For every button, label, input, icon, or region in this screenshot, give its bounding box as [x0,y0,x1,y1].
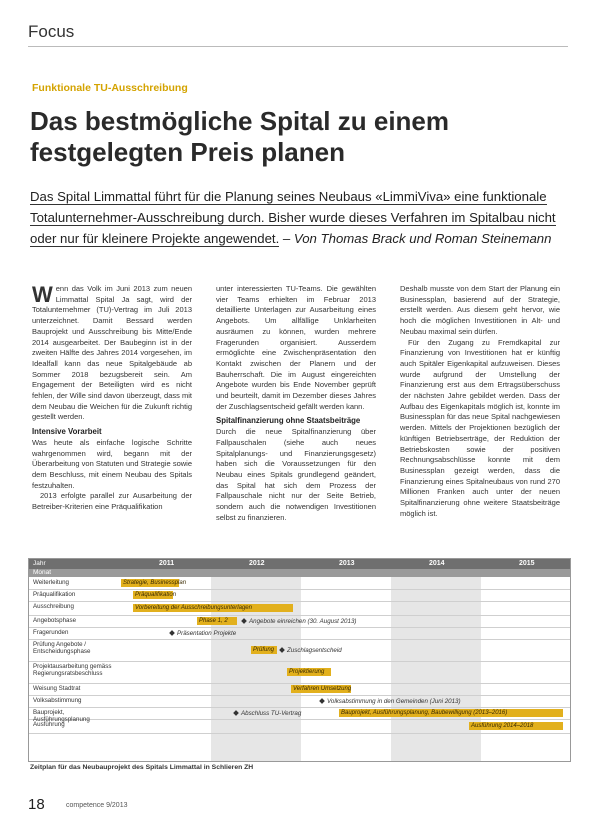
gantt-bar: Strategie, Businessplan [123,580,187,586]
gantt-year-2015: 2015 [519,560,535,567]
gantt-year-2012: 2012 [249,560,265,567]
milestone-diamond-icon [319,698,325,704]
subheading-1: Intensive Vorarbeit [32,427,102,437]
gantt-row [29,601,570,616]
col2-p1: unter interessierten TU-Teams. Die gewählten vier Teams erhielten im Februar 2013 detaillierte Unterlagen zur Ausarbeitung eines Angebots. Um allfällige Unklarheiten ausräumen zu können, wurden mehrere Fragerunden organisiert. Ausserdem ermöglichte eine Zwischenpräsentation den Kontakt zwischen der Planern und der Bauherrschaft. Die im August eingereichten Angebote wurden bis Ende November geprüft und beurteilt, damit im Dezember dieses Jahres der Zuschlagsentscheid gefällt werden kann. [216,284,376,411]
gantt-bar: Verfahren Umsetzung [293,686,352,692]
gantt-corner-month: Monat [33,569,52,576]
gantt-month-header [29,569,570,577]
journal-name: competence 9/2013 [66,802,128,809]
gantt-row [29,639,570,662]
col2-p2: Durch die neue Spitalfinanzierung über Fallpauschalen (siehe auch neues Spitalplanungs- und Finanzierungsgesetz) haben sich die Voraussetzungen für den Neubau eines Spitals grundlegend geändert, das Spital hat sich dem Prozess der Fallpauschale nicht nur der Seite Betrieb, sondern auch die notwendigen Investitionen selbst zu finanzieren. [216,427,376,522]
body-column-1 [32,284,192,513]
lead-paragraph [30,186,570,249]
gantt-corner-year: Jahr [33,560,46,567]
lead-text: Das Spital Limmattal führt für die Planung seines Neubaus «LimmiViva» eine funktionale Totalunternehmer-Ausschreibung durch. Bisher wurde dieses Verfahren im Spitalbau nicht oder nur für kleinere Projekte angewendet. [30,189,556,246]
figure-caption: Zeitplan für das Neubauprojekt des Spitals Limmattal in Schlieren ZH [30,764,254,771]
col1-p2: Was heute als einfache logische Schritte wahrgenommen wird, begann mit der Überarbeitung von Statuten und Strategie sowie dem Beschluss, mit einem Neubau des Spitals festzuhalten. [32,437,192,490]
col1-p3: 2013 erfolgte parallel zur Ausarbeitung der Betreiber-Kriterien eine Präqualifikation [32,491,192,512]
gantt-row-label: Prüfung Angebote / Entscheidungsphase [33,641,91,655]
milestone-diamond-icon [241,618,247,624]
gantt-bar: Prüfung [251,646,277,654]
gantt-milestone-note: Präsentation Projekte [177,629,237,637]
gantt-bar: Ausführung 2014–2018 [469,722,563,730]
gantt-row-label: Ausführung [33,721,65,728]
gantt-milestone-note: Angebote einreichen (30. August 2013) [249,617,357,625]
gantt-milestone-note: Abschluss TU-Vertrag [241,709,302,717]
gantt-milestone-note: Zuschlagsentscheid [287,646,342,654]
gantt-year-2011: 2011 [159,560,175,567]
milestone-diamond-icon [233,710,239,716]
page-title: Das bestmögliche Spital zu einem festgelegten Preis planen [30,106,449,167]
section-rule [28,46,568,47]
gantt-bar: Bauprojekt, Ausführungsplanung, Baubewilligung (2013–2016) [339,709,563,717]
milestone-diamond-icon [169,630,175,636]
gantt-row-label: Bauprojekt, Ausführungsplanung [33,709,90,723]
col1-p1: enn das Volk im Juni 2013 zum neuen Limmattal Spital Ja sagt, wird der Totalunternehmer (TU)-Vertrag im Juli 2013 unterzeichnet. Damit Bessard werden Bauprojekt und Ausschreibung bis Mitte/Ende 2014 ausgearbeitet. Der Baubeginn ist in der zweiten Hälfte des Jahres 2014 vorgesehen, im Idealfall kann das neue Spitalgebäude ab Sommer 2018 bezugsbereit sein. Am Engagement der Beteiligten wird es nicht fehlen, der Wille sind davon überzeugt, dass mit dem Neubau die Weichen für die Zukunft richtig gestellt werden. [32,284,192,422]
gantt-bar: Projektierung [287,668,331,676]
gantt-bar: Vorbereitung der Ausschreibungsunterlagen [133,604,293,612]
gantt-row-label: Projektausarbeitung gemäss Regierungsratsbeschluss [33,663,112,677]
gantt-row-label: Präqualifikation [33,591,76,598]
gantt-bar: Phase 1, 2 [197,617,237,625]
byline: – Von Thomas Brack und Roman Steinemann [282,231,552,246]
schedule-gantt [28,558,571,762]
gantt-row-label: Angebotsphase [33,617,77,624]
gantt-row-label: Ausschreibung [33,603,74,610]
gantt-row-label: Weisung Stadtrat [33,685,81,692]
body-column-2 [216,284,376,523]
gantt-year-header [29,559,570,569]
col3-p2: Für den Zugang zu Fremdkapital zur Finanzierung von Investitionen hat er künftig auch Spitäler Eigenkapital aufzuweisen. Dieses wurde aufgrund der Umstellung der Finanzierung erst aus dem Ertragsüberschuss der nächsten Jahre gebildet werden. Dass der Aufbau des Eigenkapitals möglich ist, konnte im Businessplan für das neue Spital nachgewiesen werden. Mittels der Projektionen bezüglich der künftigen Betriebserträge, der Reduktion der Betriebskosten sowie der positiven Rechnungsabschlüsse konnte mit dem Businessplan gezeigt werden, dass die Finanzierung eines Spitalneubaus von rund 270 Millionen Franken auch unter der neuen Spitalfinanzierung ohne weitere Staatsbeiträge möglich ist. [400,337,560,518]
section-label: Focus [28,22,75,41]
gantt-row [29,661,570,684]
gantt-row-label: Fragerunden [33,629,69,636]
subheading-2: Spitalfinanzierung ohne Staatsbeiträge [216,416,361,426]
body-column-3 [400,284,560,519]
milestone-diamond-icon [279,647,285,653]
gantt-row [29,719,570,734]
gantt-row-label: Weiterleitung [33,579,69,586]
dropcap: W [32,282,53,307]
gantt-row-label: Volksabstimmung [33,697,82,704]
col3-p1: Deshalb musste von dem Start der Planung ein Businessplan, basierend auf der Strategie, erstellt werden. Aus diesem geht hervor, wie hoch die möglichen Investitionen in Alt- und Neubau maximal sein dürfen. [400,284,560,336]
kicker: Funktionale TU-Ausschreibung [32,82,188,94]
gantt-bar: Präqualifikation [135,592,177,598]
gantt-milestone-note: Volksabstimmung in den Gemeinden (Juni 2013) [327,697,461,705]
gantt-year-2014: 2014 [429,560,445,567]
page-number: 18 [28,796,45,813]
gantt-year-2013: 2013 [339,560,355,567]
